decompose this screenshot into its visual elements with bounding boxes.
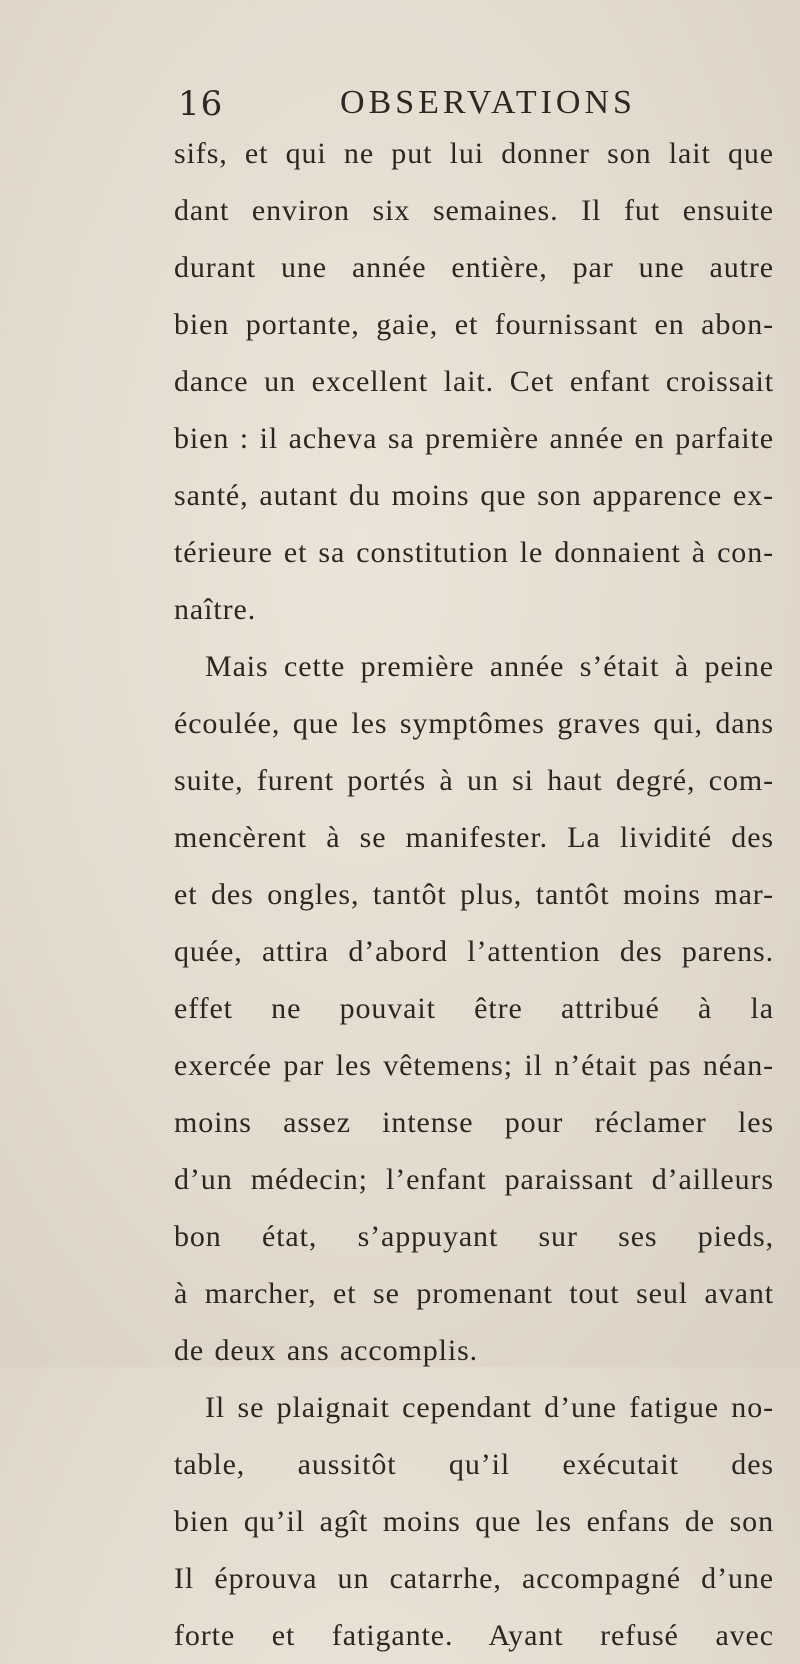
text-line: santé, autant du moins que son apparence ex- [174, 479, 774, 512]
text-line: naître. [174, 593, 257, 626]
body-text [174, 125, 774, 1664]
text-line: exercée par les vêtemens; il n’était pas néan- [174, 1049, 774, 1082]
text-line: dant environ six semaines. Il fut ensuite [174, 194, 774, 227]
text-line: Il se plaignait cependant d’une fatigue no- [205, 1391, 774, 1424]
text-line: bien : il acheva sa première année en parfaite [174, 422, 774, 455]
text-line: table, aussitôt qu’il exécutait des [174, 1448, 774, 1481]
running-title: OBSERVATIONS [340, 84, 636, 121]
text-line: suite, furent portés à un si haut degré, com- [174, 764, 774, 797]
text-line: sifs, et qui ne put lui donner son lait que [174, 137, 774, 170]
text-line: moins assez intense pour réclamer les [174, 1106, 774, 1139]
text-line: durant une année entière, par une autre [174, 251, 774, 284]
text-line: bon état, s’appuyant sur ses pieds, [174, 1220, 774, 1253]
text-line: à marcher, et se promenant tout seul avant [174, 1277, 774, 1310]
text-line: effet ne pouvait être attribué à la [174, 992, 774, 1025]
text-line: bien portante, gaie, et fournissant en abon- [174, 308, 774, 341]
text-line: et des ongles, tantôt plus, tantôt moins mar- [174, 878, 774, 911]
page-number: 16 [178, 84, 224, 124]
text-line: térieure et sa constitution le donnaient à con- [174, 536, 774, 569]
text-line: mencèrent à se manifester. La lividité des [174, 821, 774, 854]
text-line: de deux ans accomplis. [174, 1334, 479, 1367]
text-line: Mais cette première année s’était à peine [205, 650, 774, 683]
text-line: écoulée, que les symptômes graves qui, dans [174, 707, 774, 740]
text-line: dance un excellent lait. Cet enfant croissait [174, 365, 774, 398]
text-line: d’un médecin; l’enfant paraissant d’ailleurs [174, 1163, 774, 1196]
text-line: forte et fatigante. Ayant refusé avec [174, 1619, 774, 1652]
text-line: bien qu’il agît moins que les enfans de son [174, 1505, 774, 1538]
text-line: Il éprouva un catarrhe, accompagné d’une [174, 1562, 774, 1595]
text-line: quée, attira d’abord l’attention des parens. [174, 935, 774, 968]
